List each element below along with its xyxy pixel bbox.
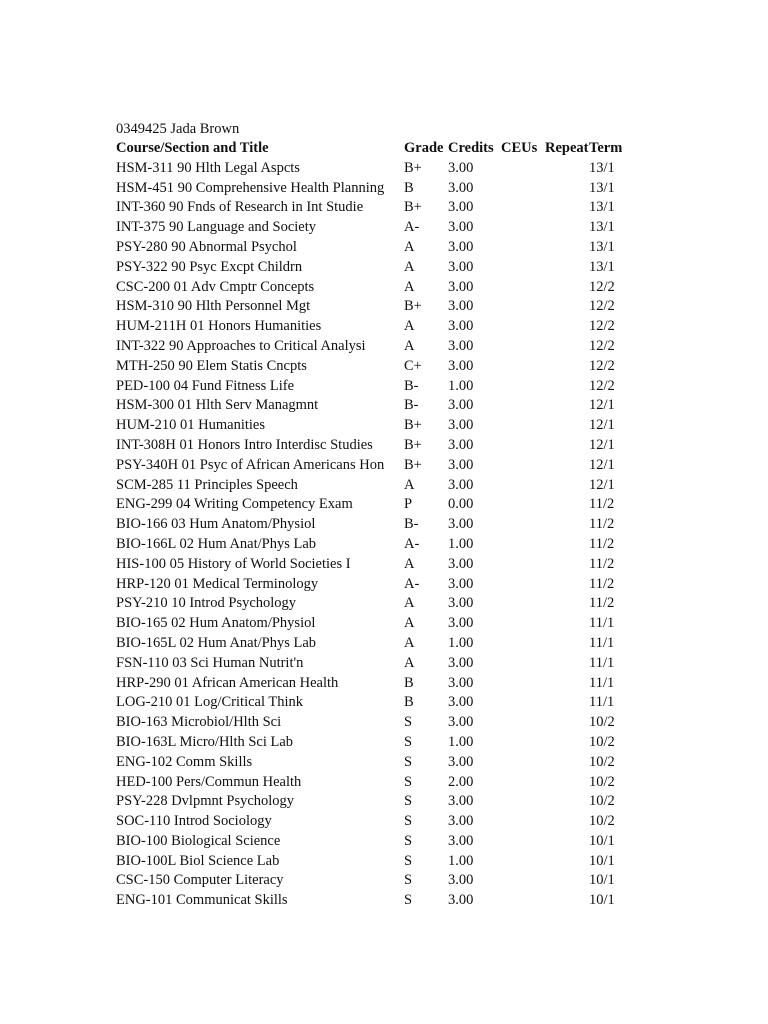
table-row: [116, 179, 629, 199]
credits-cell: 1.00: [448, 377, 474, 394]
table-row: [116, 218, 629, 238]
grade-cell: S: [404, 852, 413, 869]
repeat-cell: [501, 198, 589, 218]
credits-cell: 3.00: [448, 694, 474, 711]
credits-cell: 1.00: [448, 852, 474, 869]
table-row: [116, 317, 629, 337]
credits-cell: 3.00: [448, 417, 474, 434]
grade-cell: B+: [404, 436, 422, 453]
credits-cell: 3.00: [448, 238, 474, 255]
term-cell: 10/1: [589, 892, 615, 909]
credits-cell: 3.00: [448, 258, 474, 275]
table-row: [116, 575, 629, 595]
course-cell: PSY-340H 01 Psyc of African Americans Hon: [116, 456, 385, 473]
term-cell: 11/1: [589, 615, 615, 632]
course-cell: BIO-165L 02 Hum Anat/Phys Lab: [116, 634, 317, 651]
term-cell: 12/2: [589, 357, 615, 374]
credits-cell: 3.00: [448, 159, 474, 176]
course-cell: PSY-228 Dvlpmnt Psychology: [116, 793, 295, 810]
course-cell: BIO-163L Micro/Hlth Sci Lab: [116, 733, 294, 750]
term-cell: 10/2: [589, 753, 615, 770]
credits-cell: 3.00: [448, 337, 474, 354]
table-row: [116, 871, 629, 891]
grade-cell: B+: [404, 417, 422, 434]
grade-cell: B: [404, 674, 414, 691]
table-row: [116, 159, 629, 179]
term-cell: 10/2: [589, 714, 615, 731]
repeat-cell: [501, 515, 589, 535]
repeat-cell: [501, 852, 589, 872]
course-cell: HSM-311 90 Hlth Legal Aspcts: [116, 159, 300, 176]
grade-cell: B-: [404, 516, 419, 533]
table-row: [116, 733, 629, 753]
grade-cell: A: [404, 615, 415, 632]
grade-cell: S: [404, 733, 413, 750]
repeat-cell: [501, 456, 589, 476]
table-row: [116, 891, 629, 911]
grade-cell: S: [404, 832, 413, 849]
course-cell: HSM-300 01 Hlth Serv Managmnt: [116, 397, 319, 414]
credits-cell: 3.00: [448, 298, 474, 315]
grade-cell: A-: [404, 535, 420, 552]
course-cell: HRP-290 01 African American Health: [116, 674, 339, 691]
course-cell: HSM-451 90 Comprehensive Health Planning: [116, 179, 385, 196]
grade-cell: B: [404, 179, 414, 196]
course-cell: PSY-322 90 Psyc Excpt Childrn: [116, 258, 303, 275]
repeat-cell: [501, 654, 589, 674]
course-cell: HUM-210 01 Humanities: [116, 417, 266, 434]
course-cell: INT-375 90 Language and Society: [116, 219, 316, 236]
grade-cell: B+: [404, 456, 422, 473]
table-row: [116, 416, 629, 436]
table-row: [116, 337, 629, 357]
table-row: [116, 278, 629, 298]
course-cell: ENG-299 04 Writing Competency Exam: [116, 496, 353, 513]
repeat-cell: [501, 555, 589, 575]
header-row: [116, 139, 629, 159]
credits-cell: 1.00: [448, 634, 474, 651]
grade-cell: A: [404, 318, 415, 335]
course-cell: BIO-100L Biol Science Lab: [116, 852, 280, 869]
header-course: Course/Section and Title: [116, 140, 269, 156]
course-cell: PSY-280 90 Abnormal Psychol: [116, 238, 297, 255]
repeat-cell: [501, 713, 589, 733]
course-cell: HED-100 Pers/Commun Health: [116, 773, 302, 790]
course-cell: INT-322 90 Approaches to Critical Analysi: [116, 337, 366, 354]
course-cell: BIO-100 Biological Science: [116, 832, 281, 849]
table-row: [116, 258, 629, 278]
table-row: [116, 634, 629, 654]
grade-cell: A: [404, 238, 415, 255]
credits-cell: 3.00: [448, 753, 474, 770]
table-row: [116, 456, 629, 476]
credits-cell: 1.00: [448, 733, 474, 750]
repeat-cell: [501, 733, 589, 753]
grade-cell: S: [404, 793, 413, 810]
term-cell: 13/1: [589, 179, 615, 196]
table-row: [116, 713, 629, 733]
repeat-cell: [501, 278, 589, 298]
repeat-cell: [501, 495, 589, 515]
table-row: [116, 773, 629, 793]
course-cell: PED-100 04 Fund Fitness Life: [116, 377, 295, 394]
repeat-cell: [501, 812, 589, 832]
table-row: [116, 377, 629, 397]
repeat-cell: [501, 614, 589, 634]
course-cell: HRP-120 01 Medical Terminology: [116, 575, 319, 592]
course-cell: LOG-210 01 Log/Critical Think: [116, 694, 303, 711]
credits-cell: 3.00: [448, 714, 474, 731]
table-row: [116, 832, 629, 852]
term-cell: 13/1: [589, 258, 615, 275]
course-cell: BIO-166L 02 Hum Anat/Phys Lab: [116, 535, 317, 552]
repeat-cell: [501, 535, 589, 555]
term-cell: 10/1: [589, 872, 615, 889]
grade-cell: C+: [404, 357, 422, 374]
table-row: [116, 515, 629, 535]
credits-cell: 3.00: [448, 595, 474, 612]
repeat-cell: [501, 436, 589, 456]
repeat-cell: [501, 832, 589, 852]
course-cell: INT-308H 01 Honors Intro Interdisc Studies: [116, 436, 373, 453]
credits-cell: 3.00: [448, 318, 474, 335]
repeat-cell: [501, 357, 589, 377]
credits-cell: 3.00: [448, 179, 474, 196]
header-repeat: Repeat: [545, 140, 589, 156]
table-row: [116, 357, 629, 377]
table-row: [116, 753, 629, 773]
credits-cell: 3.00: [448, 436, 474, 453]
repeat-cell: [501, 396, 589, 416]
table-row: [116, 792, 629, 812]
term-cell: 10/2: [589, 793, 615, 810]
grade-cell: A: [404, 634, 415, 651]
term-cell: 11/2: [589, 535, 615, 552]
table-row: [116, 614, 629, 634]
credits-cell: 3.00: [448, 872, 474, 889]
term-cell: 12/1: [589, 476, 615, 493]
term-cell: 10/2: [589, 813, 615, 830]
header-term: Term: [589, 140, 623, 156]
grade-cell: A: [404, 258, 415, 275]
header-credits: Credits: [448, 140, 494, 156]
grade-cell: A: [404, 595, 415, 612]
table-row: [116, 436, 629, 456]
term-cell: 12/1: [589, 436, 615, 453]
grade-cell: B+: [404, 199, 422, 216]
repeat-cell: [501, 594, 589, 614]
table-row: [116, 238, 629, 258]
repeat-cell: [501, 218, 589, 238]
term-cell: 10/1: [589, 852, 615, 869]
grade-cell: A: [404, 337, 415, 354]
course-cell: SOC-110 Introd Sociology: [116, 813, 272, 830]
course-cell: HUM-211H 01 Honors Humanities: [116, 318, 322, 335]
term-cell: 12/2: [589, 318, 615, 335]
student-id-name: 0349425 Jada Brown: [116, 121, 240, 137]
header-grade: Grade: [404, 140, 444, 156]
grade-cell: B-: [404, 377, 419, 394]
credits-cell: 3.00: [448, 892, 474, 909]
table-row: [116, 812, 629, 832]
course-cell: BIO-163 Microbiol/Hlth Sci: [116, 714, 282, 731]
grade-cell: S: [404, 714, 413, 731]
term-cell: 10/1: [589, 832, 615, 849]
credits-cell: 3.00: [448, 674, 474, 691]
term-cell: 11/1: [589, 694, 615, 711]
repeat-cell: [501, 317, 589, 337]
credits-cell: 3.00: [448, 357, 474, 374]
course-cell: SCM-285 11 Principles Speech: [116, 476, 298, 493]
term-cell: 12/1: [589, 456, 615, 473]
repeat-cell: [501, 634, 589, 654]
credits-cell: 3.00: [448, 397, 474, 414]
repeat-cell: [501, 693, 589, 713]
term-cell: 11/2: [589, 575, 615, 592]
repeat-cell: [501, 773, 589, 793]
credits-cell: 2.00: [448, 773, 474, 790]
course-cell: MTH-250 90 Elem Statis Cncpts: [116, 357, 307, 374]
repeat-cell: [501, 337, 589, 357]
term-cell: 12/1: [589, 397, 615, 414]
grade-cell: A: [404, 476, 415, 493]
course-cell: CSC-150 Computer Literacy: [116, 872, 284, 889]
table-row: [116, 396, 629, 416]
credits-cell: 3.00: [448, 278, 474, 295]
table-row: [116, 693, 629, 713]
table-row: [116, 555, 629, 575]
grade-cell: A: [404, 278, 415, 295]
table-row: [116, 535, 629, 555]
grade-cell: B: [404, 694, 414, 711]
term-cell: 12/2: [589, 278, 615, 295]
term-cell: 10/2: [589, 733, 615, 750]
course-cell: ENG-102 Comm Skills: [116, 753, 253, 770]
credits-cell: 3.00: [448, 615, 474, 632]
term-cell: 12/2: [589, 337, 615, 354]
grade-cell: S: [404, 892, 413, 909]
credits-cell: 3.00: [448, 575, 474, 592]
term-cell: 13/1: [589, 219, 615, 236]
transcript-table: [116, 139, 629, 911]
course-cell: ENG-101 Communicat Skills: [116, 892, 288, 909]
credits-cell: 3.00: [448, 199, 474, 216]
table-row: [116, 852, 629, 872]
course-cell: INT-360 90 Fnds of Research in Int Studie: [116, 199, 364, 216]
course-cell: PSY-210 10 Introd Psychology: [116, 595, 297, 612]
grade-cell: A: [404, 654, 415, 671]
term-cell: 12/2: [589, 298, 615, 315]
table-row: [116, 674, 629, 694]
table-row: [116, 198, 629, 218]
term-cell: 10/2: [589, 773, 615, 790]
credits-cell: 3.00: [448, 654, 474, 671]
credits-cell: 1.00: [448, 535, 474, 552]
repeat-cell: [501, 179, 589, 199]
term-cell: 13/1: [589, 159, 615, 176]
course-cell: BIO-165 02 Hum Anatom/Physiol: [116, 615, 316, 632]
term-cell: 11/2: [589, 496, 615, 513]
credits-cell: 3.00: [448, 476, 474, 493]
term-cell: 11/1: [589, 674, 615, 691]
grade-cell: B+: [404, 159, 422, 176]
term-cell: 13/1: [589, 199, 615, 216]
repeat-cell: [501, 238, 589, 258]
course-cell: BIO-166 03 Hum Anatom/Physiol: [116, 516, 316, 533]
table-row: [116, 297, 629, 317]
term-cell: 12/1: [589, 417, 615, 434]
credits-cell: 3.00: [448, 555, 474, 572]
transcript-rows: [116, 159, 629, 911]
grade-cell: S: [404, 813, 413, 830]
table-row: [116, 594, 629, 614]
repeat-cell: [501, 476, 589, 496]
grade-cell: S: [404, 753, 413, 770]
grade-cell: B-: [404, 397, 419, 414]
credits-cell: 0.00: [448, 496, 474, 513]
credits-cell: 3.00: [448, 219, 474, 236]
grade-cell: S: [404, 773, 413, 790]
credits-cell: 3.00: [448, 516, 474, 533]
table-row: [116, 495, 629, 515]
repeat-cell: [501, 674, 589, 694]
course-cell: HSM-310 90 Hlth Personnel Mgt: [116, 298, 311, 315]
repeat-cell: [501, 416, 589, 436]
credits-cell: 3.00: [448, 456, 474, 473]
course-cell: FSN-110 03 Sci Human Nutrit'n: [116, 654, 304, 671]
term-cell: 11/1: [589, 654, 615, 671]
term-cell: 11/2: [589, 516, 615, 533]
course-cell: CSC-200 01 Adv Cmptr Concepts: [116, 278, 315, 295]
repeat-cell: [501, 159, 589, 179]
grade-cell: A-: [404, 575, 420, 592]
grade-cell: A-: [404, 219, 420, 236]
repeat-cell: [501, 792, 589, 812]
credits-cell: 3.00: [448, 793, 474, 810]
repeat-cell: [501, 871, 589, 891]
term-cell: 11/2: [589, 595, 615, 612]
term-cell: 11/1: [589, 634, 615, 651]
term-cell: 12/2: [589, 377, 615, 394]
credits-cell: 3.00: [448, 832, 474, 849]
term-cell: 13/1: [589, 238, 615, 255]
repeat-cell: [501, 377, 589, 397]
repeat-cell: [501, 891, 589, 911]
repeat-cell: [501, 575, 589, 595]
repeat-cell: [501, 297, 589, 317]
grade-cell: A: [404, 555, 415, 572]
header-ceus: CEUs: [501, 140, 538, 156]
credits-cell: 3.00: [448, 813, 474, 830]
table-row: [116, 654, 629, 674]
repeat-cell: [501, 753, 589, 773]
repeat-cell: [501, 258, 589, 278]
course-cell: HIS-100 05 History of World Societies I: [116, 555, 351, 572]
grade-cell: S: [404, 872, 413, 889]
grade-cell: B+: [404, 298, 422, 315]
table-row: [116, 476, 629, 496]
term-cell: 11/2: [589, 555, 615, 572]
grade-cell: P: [404, 496, 413, 513]
